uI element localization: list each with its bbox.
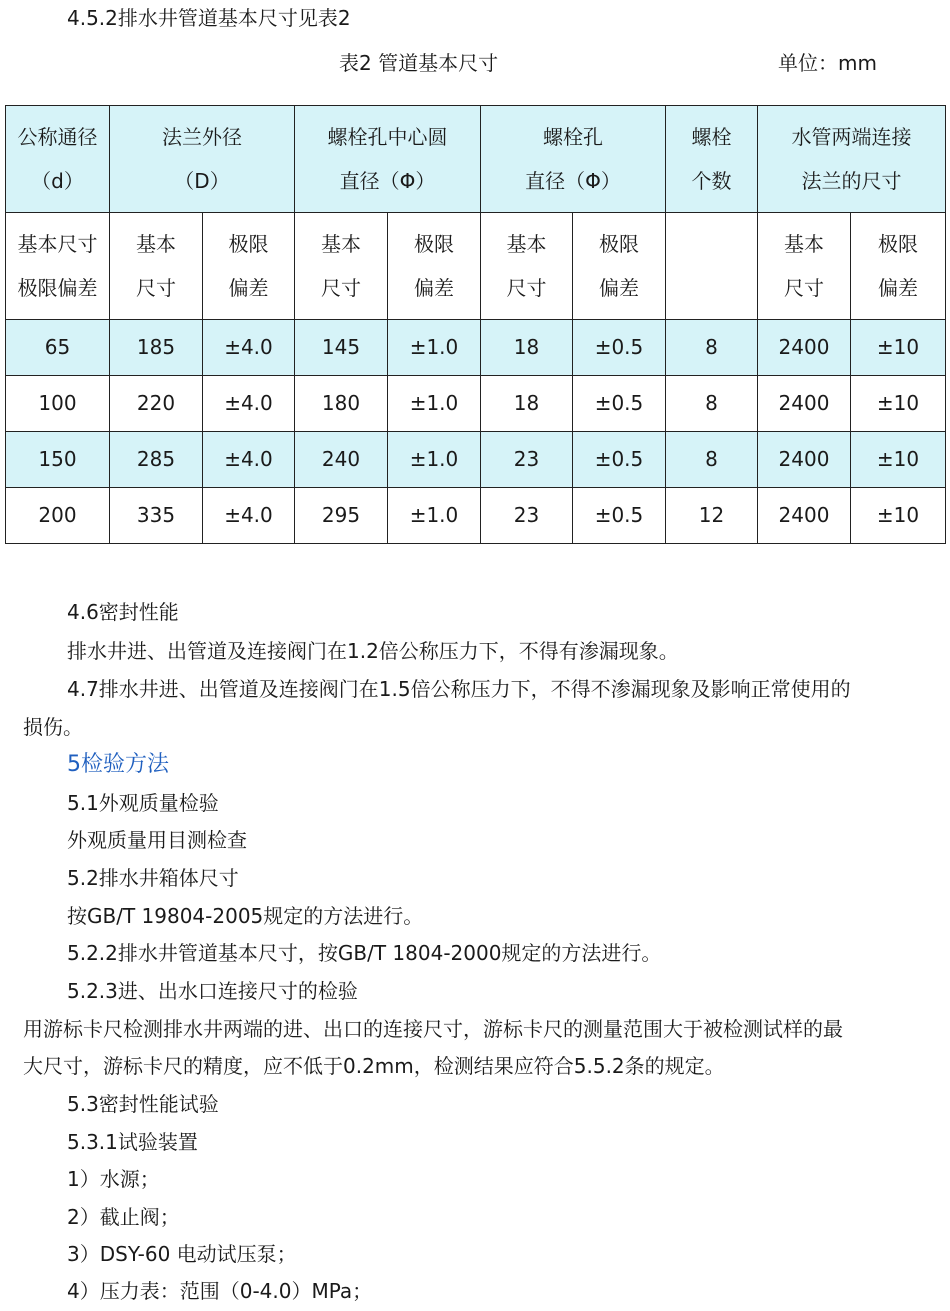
- table-cell: ±0.5: [573, 320, 666, 376]
- subheader-cell: 极限 偏差: [203, 213, 295, 320]
- table-cell: 240: [295, 432, 388, 488]
- paragraph: 外观质量用目测检查: [67, 828, 247, 852]
- table-cell: 2400: [758, 488, 851, 544]
- table-cell: ±4.0: [203, 376, 295, 432]
- table-row: [6, 376, 946, 432]
- table-cell: 2400: [758, 320, 851, 376]
- table-cell: 18: [481, 376, 573, 432]
- table-cell: 2400: [758, 376, 851, 432]
- paragraph-5-2: 5.2排水井箱体尺寸: [67, 866, 239, 890]
- header-nominal-diameter: 公称通径 （d）: [6, 106, 110, 213]
- table-cell: 335: [110, 488, 203, 544]
- table-cell: ±1.0: [388, 376, 481, 432]
- table-cell: ±10: [851, 432, 946, 488]
- paragraph-caliper-line1: 用游标卡尺检测排水井两端的进、出口的连接尺寸，游标卡尺的测量范围大于被检测试样的最: [23, 1017, 843, 1041]
- pipe-dimension-table: [5, 105, 946, 544]
- paragraph-4-7-line1: 4.7排水井进、出管道及连接阀门在1.5倍公称压力下，不得不渗漏现象及影响正常使用的: [67, 677, 851, 701]
- paragraph-4-7-line2: 损伤。: [23, 715, 83, 739]
- table-cell: 65: [6, 320, 110, 376]
- table-cell: ±1.0: [388, 432, 481, 488]
- subheader-cell: 基本 尺寸: [481, 213, 573, 320]
- subheader-cell: 基本 尺寸: [758, 213, 851, 320]
- table-cell: ±1.0: [388, 320, 481, 376]
- list-item: 2）截止阀；: [67, 1205, 180, 1229]
- table-row: [6, 320, 946, 376]
- table-header-row-2: [6, 213, 946, 320]
- paragraph-5-1: 5.1外观质量检验: [67, 791, 219, 815]
- paragraph-5-3-1: 5.3.1试验装置: [67, 1130, 198, 1154]
- table-cell: ±0.5: [573, 432, 666, 488]
- header-bolt-count: 螺栓 个数: [666, 106, 758, 213]
- subheader-cell: 极限 偏差: [573, 213, 666, 320]
- table-cell: 8: [666, 376, 758, 432]
- subheader-cell: 基本 尺寸: [295, 213, 388, 320]
- table-cell: ±1.0: [388, 488, 481, 544]
- table-cell: ±4.0: [203, 320, 295, 376]
- paragraph-5-2-3: 5.2.3进、出水口连接尺寸的检验: [67, 979, 358, 1003]
- list-item: 4）压力表：范围（0-4.0）MPa；: [67, 1279, 373, 1303]
- paragraph-5-2-2: 5.2.2排水井管道基本尺寸，按GB/T 1804-2000规定的方法进行。: [67, 941, 662, 965]
- table-cell: 100: [6, 376, 110, 432]
- subheader-cell: 基本 尺寸: [110, 213, 203, 320]
- paragraph: 排水井进、出管道及连接阀门在1.2倍公称压力下，不得有渗漏现象。: [67, 639, 679, 663]
- table-cell: 180: [295, 376, 388, 432]
- table-cell: 295: [295, 488, 388, 544]
- subheader-cell: 极限 偏差: [388, 213, 481, 320]
- table-cell: 200: [6, 488, 110, 544]
- subheader-cell: [666, 213, 758, 320]
- list-item: 1）水源；: [67, 1167, 160, 1191]
- table-cell: 285: [110, 432, 203, 488]
- paragraph-4-6: 4.6密封性能: [67, 600, 179, 624]
- table-cell: 18: [481, 320, 573, 376]
- table-cell: ±10: [851, 320, 946, 376]
- table-title: 表2 管道基本尺寸: [339, 51, 499, 75]
- table-cell: ±10: [851, 376, 946, 432]
- header-flange-outer-diameter: 法兰外径 （D）: [110, 106, 295, 213]
- table-cell: ±0.5: [573, 376, 666, 432]
- table-cell: 185: [110, 320, 203, 376]
- table-row: [6, 488, 946, 544]
- header-flange-connection-size: 水管两端连接 法兰的尺寸: [758, 106, 946, 213]
- paragraph-caliper-line2: 大尺寸，游标卡尺的精度，应不低于0.2mm，检测结果应符合5.5.2条的规定。: [23, 1054, 725, 1078]
- subheader-cell: 基本尺寸 极限偏差: [6, 213, 110, 320]
- table-header-row-1: [6, 106, 946, 213]
- table-cell: ±0.5: [573, 488, 666, 544]
- table-cell: 150: [6, 432, 110, 488]
- list-item: 3）DSY-60 电动试压泵；: [67, 1242, 297, 1266]
- header-bolt-hole-diameter: 螺栓孔 直径（Φ）: [481, 106, 666, 213]
- table-cell: 145: [295, 320, 388, 376]
- table-row: [6, 432, 946, 488]
- table-cell: ±4.0: [203, 488, 295, 544]
- header-bolt-circle-diameter: 螺栓孔中心圆 直径（Φ）: [295, 106, 481, 213]
- table-cell: 23: [481, 488, 573, 544]
- table-cell: 220: [110, 376, 203, 432]
- table-cell: ±4.0: [203, 432, 295, 488]
- table-cell: 8: [666, 432, 758, 488]
- table-cell: 23: [481, 432, 573, 488]
- table-cell: 12: [666, 488, 758, 544]
- paragraph: 按GB/T 19804-2005规定的方法进行。: [67, 904, 424, 928]
- table-cell: ±10: [851, 488, 946, 544]
- section-5-heading: 5检验方法: [67, 752, 169, 777]
- section-heading: 4.5.2排水井管道基本尺寸见表2: [67, 6, 351, 30]
- table-cell: 8: [666, 320, 758, 376]
- subheader-cell: 极限 偏差: [851, 213, 946, 320]
- unit-label: 单位：mm: [778, 51, 877, 75]
- table-cell: 2400: [758, 432, 851, 488]
- paragraph-5-3: 5.3密封性能试验: [67, 1092, 219, 1116]
